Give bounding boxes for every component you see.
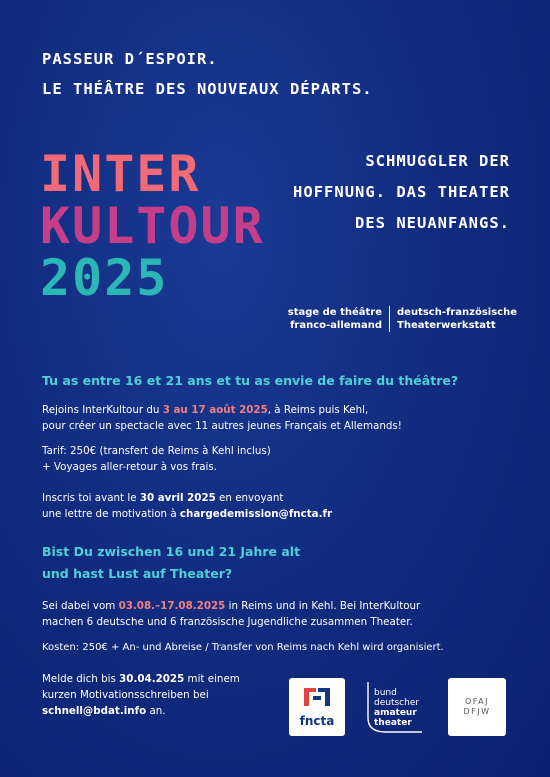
ofaj-logo-text bbox=[448, 697, 506, 717]
german-anmeldung bbox=[42, 671, 240, 719]
german-dates: 03.08.–17.08.2025 bbox=[118, 600, 226, 612]
text: + Voyages aller-retour à vos frais. bbox=[42, 461, 218, 473]
text: theater bbox=[374, 718, 412, 728]
logo-line-year: 2025 bbox=[40, 249, 169, 307]
text: kurzen Motivationsschreiben bei bbox=[42, 689, 209, 701]
text: en envoyant bbox=[215, 492, 284, 504]
text: bund bbox=[374, 688, 397, 698]
german-intro bbox=[42, 598, 420, 630]
text: Rejoins InterKultour du bbox=[42, 404, 163, 416]
text: Inscris toi avant le bbox=[42, 492, 140, 504]
fncta-mark-icon bbox=[302, 684, 332, 712]
tagline-divider bbox=[389, 306, 390, 332]
french-email-link[interactable]: chargedemission@fncta.fr bbox=[179, 508, 333, 520]
text: machen 6 deutsche und 6 französische Jugendliche zusammen Theater. bbox=[42, 616, 413, 628]
header-german-line: DES NEUANFANGS. bbox=[355, 214, 510, 232]
header-german-line: HOFFNUNG. DAS THEATER bbox=[293, 183, 510, 201]
tagline-line: franco-allemand bbox=[290, 320, 382, 331]
interkultour-logo bbox=[40, 145, 265, 307]
text: Bist Du zwischen 16 und 21 Jahre alt bbox=[42, 544, 301, 559]
german-deadline: 30.04.2025 bbox=[119, 673, 185, 685]
text: Melde dich bis bbox=[42, 673, 120, 685]
text: pour créer un spectacle avec 11 autres jeunes Français et Allemands! bbox=[42, 420, 402, 432]
text: une lettre de motivation à bbox=[42, 508, 180, 520]
german-kosten: Kosten: 250€ + An- und Abreise / Transfer von Reims nach Kehl wird organisiert. bbox=[42, 642, 444, 653]
french-inscription bbox=[42, 490, 332, 522]
header-french-line: PASSEUR D´ESPOIR. bbox=[42, 50, 218, 68]
header-german-line: SCHMUGGLER DER bbox=[365, 152, 510, 170]
text: und hast Lust auf Theater? bbox=[42, 566, 233, 581]
logo-line-kultour: KULTOUR bbox=[40, 197, 265, 255]
fncta-logo-text: fncta bbox=[299, 714, 335, 728]
text: Sei dabei vom bbox=[42, 600, 119, 612]
header-french bbox=[42, 44, 373, 104]
tagline-line: deutsch-französische bbox=[397, 307, 517, 318]
text: amateur bbox=[374, 708, 417, 718]
french-dates: 3 au 17 août 2025 bbox=[162, 404, 268, 416]
text: OFAJ bbox=[465, 697, 489, 706]
tagline-french bbox=[288, 306, 382, 332]
german-email-link[interactable]: schnell@bdat.info bbox=[42, 705, 147, 717]
tagline-line: Theaterwerkstatt bbox=[397, 320, 496, 331]
french-deadline: 30 avril 2025 bbox=[139, 492, 216, 504]
tagline-german bbox=[397, 306, 517, 332]
tagline-line: stage de théâtre bbox=[287, 307, 382, 318]
german-question bbox=[42, 541, 300, 585]
ofaj-logo[interactable] bbox=[448, 678, 506, 736]
bdat-logo-text bbox=[374, 688, 419, 728]
text: DFJW bbox=[463, 707, 491, 716]
french-intro bbox=[42, 402, 402, 434]
text: , à Reims puis Kehl, bbox=[267, 404, 369, 416]
logo-line-inter: INTER bbox=[40, 145, 201, 203]
bdat-logo[interactable] bbox=[364, 678, 434, 736]
header-french-line: LE THÉÂTRE DES NOUVEAUX DÉPARTS. bbox=[42, 80, 373, 98]
fncta-logo[interactable] bbox=[289, 678, 345, 736]
text: an. bbox=[146, 705, 166, 717]
text: mit einem bbox=[184, 673, 240, 685]
french-question: Tu as entre 16 et 21 ans et tu as envie de faire du théâtre? bbox=[42, 373, 459, 388]
french-tarif bbox=[42, 443, 271, 475]
text: in Reims und in Kehl. Bei InterKultour bbox=[225, 600, 421, 612]
text: Tarif: 250€ (transfert de Reims à Kehl inclus) bbox=[42, 445, 271, 457]
text: deutscher bbox=[374, 698, 420, 708]
header-german bbox=[293, 146, 510, 239]
